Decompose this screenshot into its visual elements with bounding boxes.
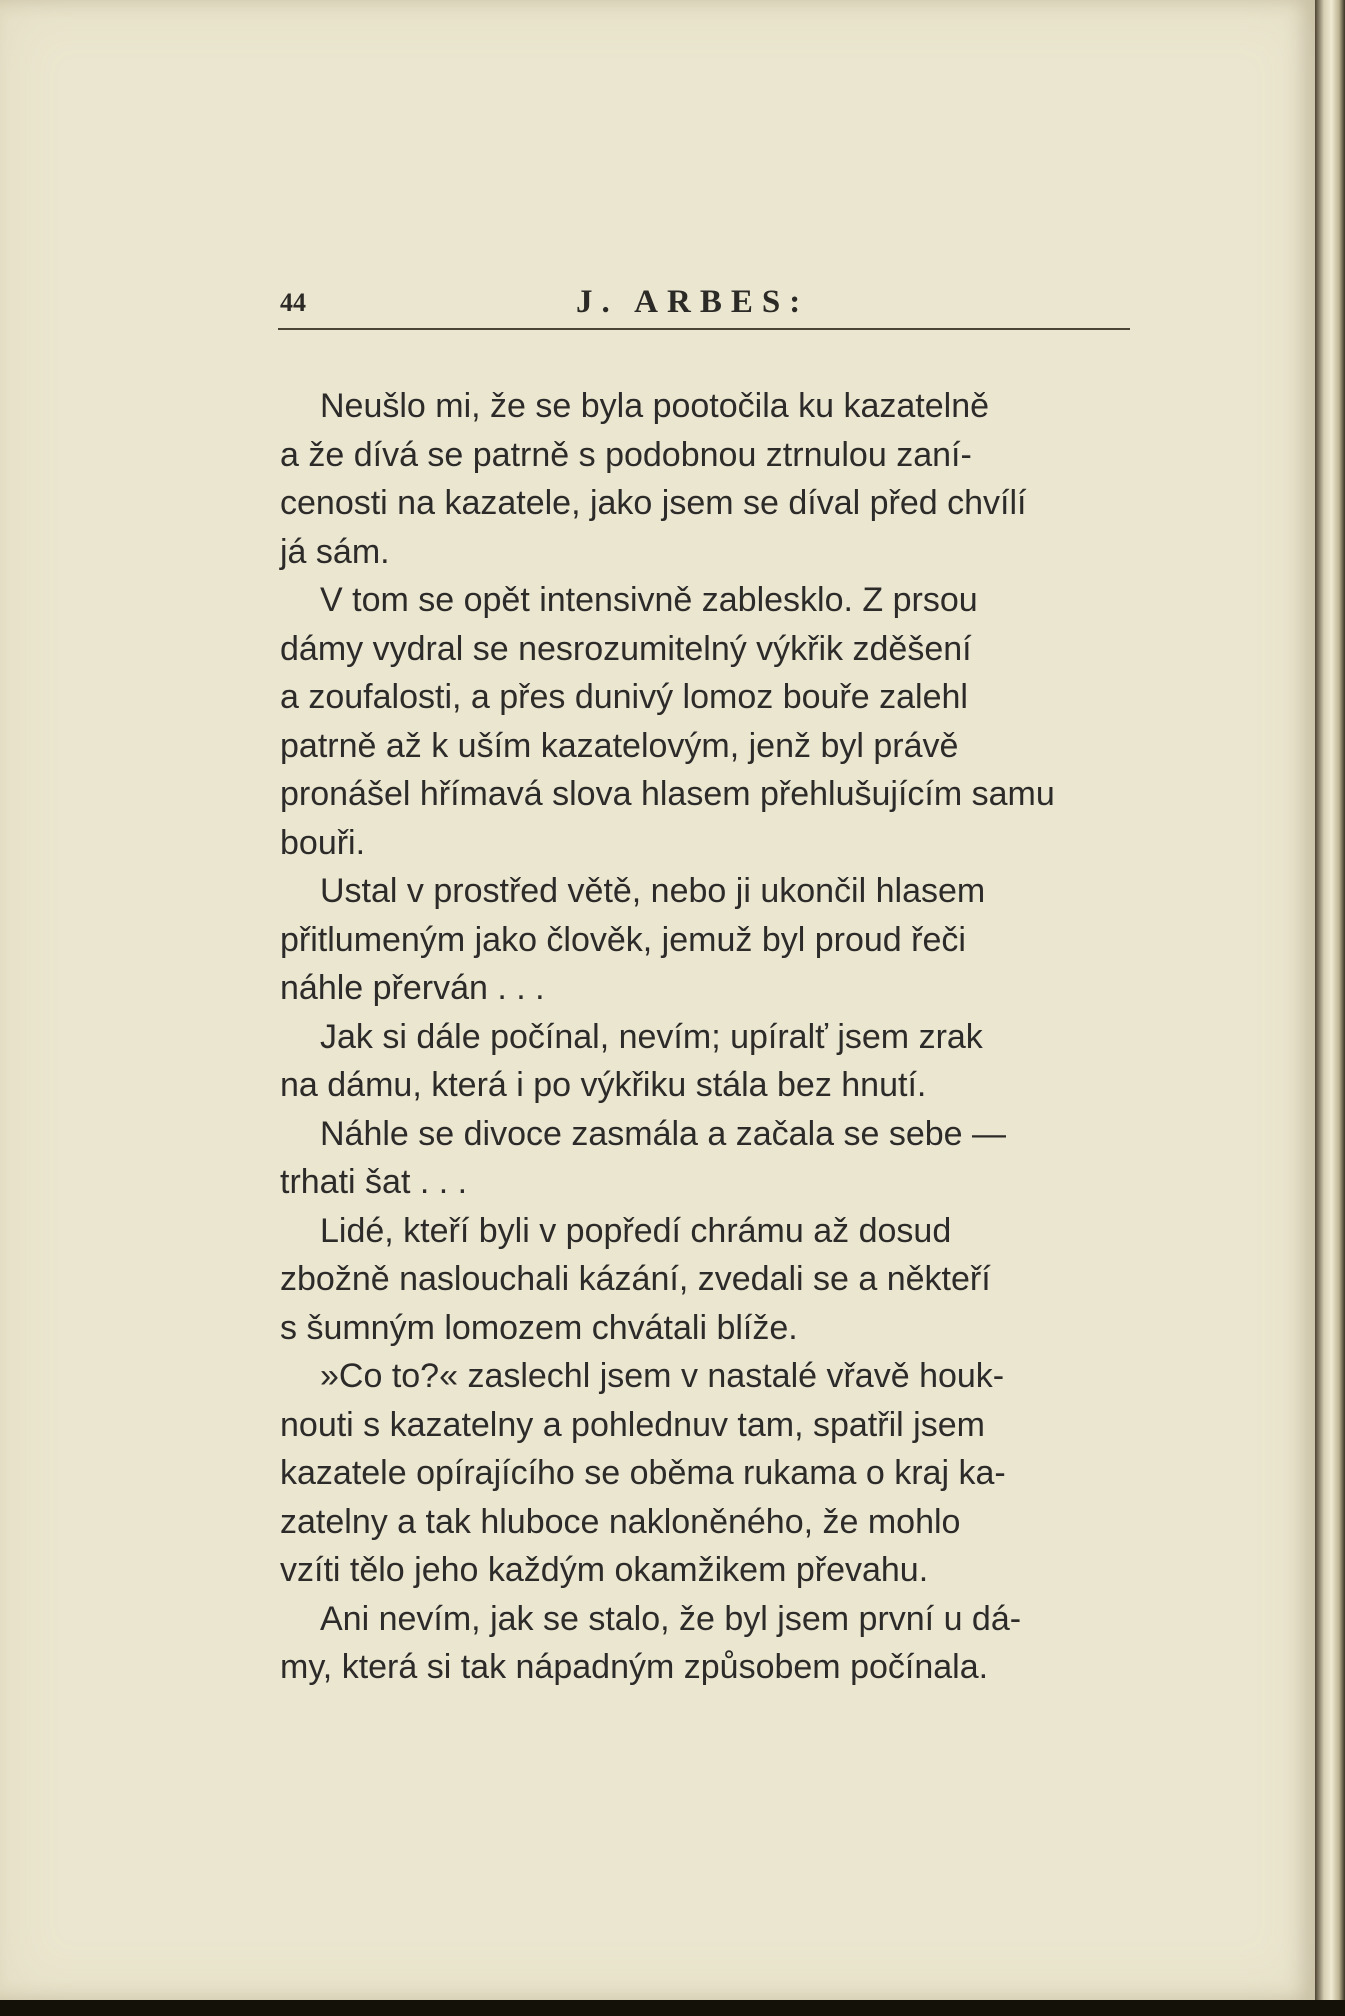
paragraph: Ani nevím, jak se stalo, že byl jsem první u dá- my, která si tak nápadným způsobem počínala. bbox=[280, 1599, 1022, 1686]
page-number: 44 bbox=[280, 288, 306, 317]
paragraph: Jak si dále počínal, nevím; upíralť jsem zrak na dámu, která i po výkřiku stála bez hnutí. bbox=[280, 1017, 983, 1104]
running-head: J. ARBES: bbox=[576, 284, 810, 320]
scan-bottom-edge bbox=[0, 2000, 1345, 2016]
paragraph: Lidé, kteří byli v popředí chrámu až dosud zbožně naslouchali kázání, zvedali se a někteří s šumným lomozem chvátali blíže. bbox=[280, 1211, 991, 1347]
page-header bbox=[278, 276, 1130, 330]
paragraph: »Co to?« zaslechl jsem v nastalé vřavě houk- nouti s kazatelny a pohlednuv tam, spatřil jsem kazatele opírajícího se oběma rukama o kraj ka- zatelny a tak hluboce nakloněného, že mohlo vzíti tělo jeho každým okamžikem převahu. bbox=[280, 1357, 1006, 1589]
book-spine-edge bbox=[1315, 0, 1345, 2016]
body-text bbox=[280, 382, 1132, 1692]
paragraph: Náhle se divoce zasmála a začala se sebe — trhati šat . . . bbox=[280, 1114, 1007, 1201]
paragraph: V tom se opět intensivně zablesklo. Z prsou dámy vydral se nesrozumitelný výkřik zděšení a zoufalosti, a přes dunivý lomoz bouře zalehl patrně až k uším kazatelovým, jenž byl právě pronášel hřímavá slova hlasem přehlušujícím samu bouři. bbox=[280, 581, 1055, 862]
paragraph: Ustal v prostřed větě, nebo ji ukončil hlasem přitlumeným jako člověk, jemuž byl proud řeči náhle přerván . . . bbox=[280, 872, 986, 1007]
paragraph: Neušlo mi, že se byla pootočila ku kazatelně a že dívá se patrně s podobnou ztrnulou zaní- cenosti na kazatele, jako jsem se díval před chvílí já sám. bbox=[280, 387, 1027, 571]
